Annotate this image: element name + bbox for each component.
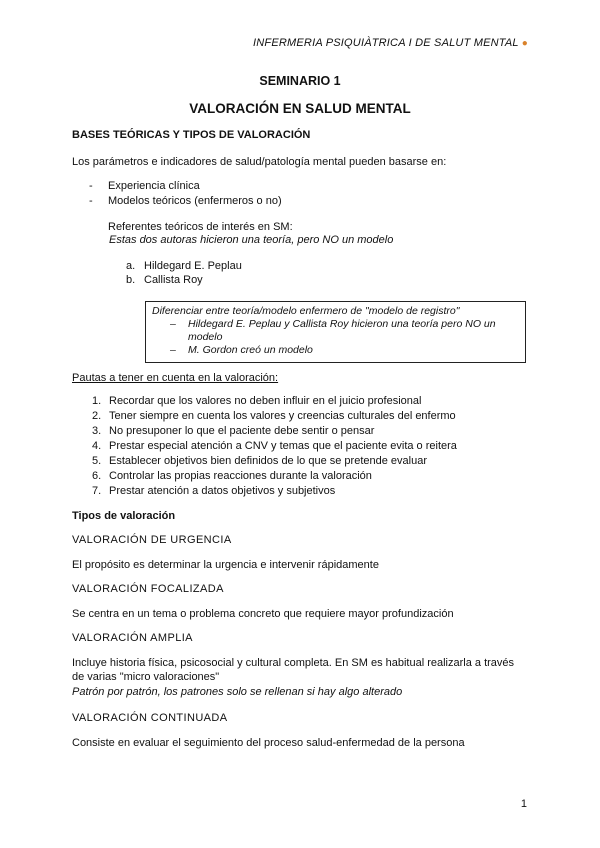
list-number: 2.	[92, 410, 102, 422]
page-number: 1	[520, 798, 527, 810]
intro-paragraph: Los parámetros e indicadores de salud/patología mental pueden basarse en:	[72, 156, 447, 168]
list-item: Controlar las propias reacciones durante la valoración	[109, 470, 372, 482]
section-title-amplia: VALORACIÓN AMPLIA	[72, 632, 193, 644]
list-marker: b.	[126, 274, 136, 286]
section-title-focalizada: VALORACIÓN FOCALIZADA	[72, 583, 224, 595]
note-box-item: Hildegard E. Peplau y Callista Roy hicieron una teoría pero NO un	[188, 318, 496, 330]
page-subtitle: VALORACIÓN EN SALUD MENTAL	[189, 101, 411, 116]
list-number: 7.	[92, 485, 102, 497]
note-box	[145, 301, 526, 363]
section-text-amplia-cont: de varias "micro valoraciones"	[72, 671, 220, 683]
list-item: Recordar que los valores no deben influir en el juicio profesional	[109, 395, 422, 407]
section-heading: BASES TEÓRICAS Y TIPOS DE VALORACIÓN	[72, 129, 311, 141]
list-number: 1.	[92, 395, 102, 407]
list-item: Establecer objetivos bien definidos de lo que se pretende evaluar	[109, 455, 427, 467]
list-bullet: -	[89, 195, 93, 207]
section-title-continuada: VALORACIÓN CONTINUADA	[72, 712, 228, 724]
page-header	[253, 37, 528, 49]
section-text-urgencia: El propósito es determinar la urgencia e intervenir rápidamente	[72, 559, 379, 571]
list-marker: a.	[126, 260, 136, 272]
section-text-focalizada: Se centra en un tema o problema concreto que requiere mayor profundización	[72, 608, 454, 620]
list-item: Prestar especial atención a CNV y temas que el paciente evita o reitera	[109, 440, 457, 452]
section-text-continuada: Consiste en evaluar el seguimiento del proceso salud-enfermedad de la persona	[72, 737, 465, 749]
list-item: Tener siempre en cuenta los valores y creencias culturales del enfermo	[109, 410, 456, 422]
list-number: 4.	[92, 440, 102, 452]
referents-heading: Referentes teóricos de interés en SM:	[108, 221, 293, 233]
section-note-amplia: Patrón por patrón, los patrones solo se rellenan si hay algo alterado	[72, 686, 403, 698]
types-heading: Tipos de valoración	[72, 510, 176, 522]
list-item: No presuponer lo que el paciente debe sentir o pensar	[109, 425, 375, 437]
list-bullet: -	[89, 180, 93, 192]
header-text: INFERMERIA PSIQUIÀTRICA I DE SALUT MENTAL	[253, 37, 519, 49]
list-bullet: –	[170, 318, 176, 330]
note-box-title: Diferenciar entre teoría/modelo enfermero de "modelo de registro"	[152, 305, 460, 317]
section-title-urgencia: VALORACIÓN DE URGENCIA	[72, 534, 232, 546]
list-item: Modelos teóricos (enfermeros o no)	[108, 195, 282, 207]
list-item: Prestar atención a datos objetivos y subjetivos	[109, 485, 336, 497]
list-item: Experiencia clínica	[108, 180, 200, 192]
note-box-item: M. Gordon creó un modelo	[188, 344, 313, 356]
list-item: Callista Roy	[144, 274, 203, 286]
list-number: 6.	[92, 470, 102, 482]
list-bullet: –	[170, 344, 176, 356]
section-text-amplia: Incluye historia física, psicosocial y cultural completa. En SM es habitual realizarla a través	[72, 657, 515, 669]
list-number: 5.	[92, 455, 102, 467]
referents-note: Estas dos autoras hicieron una teoría, pero NO un modelo	[109, 234, 394, 246]
note-box-item-cont: modelo	[188, 331, 223, 343]
page-title: SEMINARIO 1	[259, 74, 341, 88]
list-number: 3.	[92, 425, 102, 437]
list-item: Hildegard E. Peplau	[144, 260, 242, 272]
brain-icon: ●	[521, 38, 528, 49]
guidelines-heading: Pautas a tener en cuenta en la valoración:	[72, 372, 279, 384]
